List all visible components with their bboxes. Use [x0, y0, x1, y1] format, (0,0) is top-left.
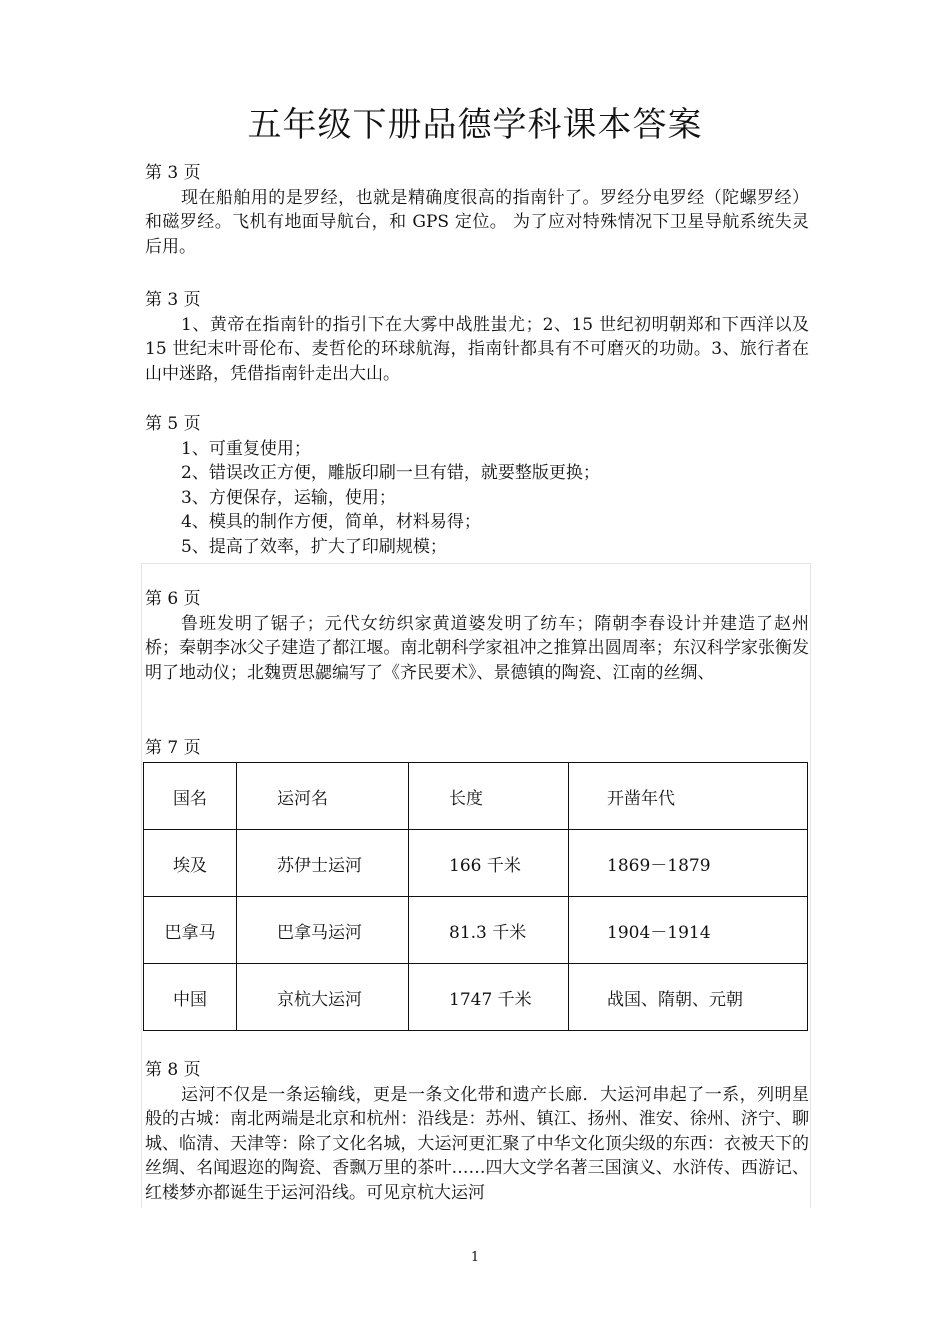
table-header-cell: 长度 — [409, 763, 569, 830]
section-text: 鲁班发明了锯子；元代女纺织家黄道婆发明了纺车；隋朝李春设计并建造了赵州桥；秦朝李冰父子建造了都江堰。南北朝科学家祖冲之推算出圆周率；东汉科学家张衡发明了地动仪；北魏贾思勰编写了《齐民要术》、景德镇的陶瓷、江南的丝绸、 — [145, 613, 809, 683]
section-page3-b — [145, 288, 809, 386]
section-page6 — [145, 587, 809, 685]
section-page5 — [145, 412, 809, 559]
page-number: 1 — [470, 1250, 480, 1265]
table-cell: 巴拿马 — [144, 897, 237, 964]
table-cell: 81.3 千米 — [409, 897, 569, 964]
table-header-cell: 运河名 — [237, 763, 409, 830]
section-text: 运河不仅是一条运输线，更是一条文化带和遗产长廊．大运河串起了一系，列明星般的古城：南北两端是北京和杭州：沿线是：苏州、镇江、扬州、淮安、徐州、济宁、聊城、临清、天津等：除了文化名城，大运河更汇聚了中华文化顶尖级的东西：衣被天下的丝绸、名闻遐迩的陶瓷、香飘万里的茶叶……四大文学名著三国演义、水浒传、西游记、红楼梦亦都诞生于运河沿线。可见京杭大运河 — [145, 1084, 809, 1203]
table-header-cell: 开凿年代 — [569, 763, 808, 830]
list-item: 2、错误改正方便，雕版印刷一旦有错，就要整版更换； — [181, 463, 600, 483]
section-page3-a — [145, 161, 809, 259]
table-cell: 1869－1879 — [569, 830, 808, 897]
table-row — [144, 830, 808, 897]
table-row — [144, 964, 808, 1031]
section-heading: 第 7 页 — [145, 738, 201, 758]
table-header-cell: 国名 — [144, 763, 237, 830]
table-header-row — [144, 763, 808, 830]
section-heading: 第 5 页 — [145, 414, 201, 434]
table-row — [144, 897, 808, 964]
table-cell: 1747 千米 — [409, 964, 569, 1031]
section-text: 1、黄帝在指南针的指引下在大雾中战胜蚩尤；2、15 世纪初明朝郑和下西洋以及 15 世纪末叶哥伦布、麦哲伦的环球航海，指南针都具有不可磨灭的功勋。3、旅行者在山中迷路，凭借指南针走出大山。 — [145, 314, 809, 384]
section-heading: 第 6 页 — [145, 589, 201, 609]
section-page8 — [145, 1058, 809, 1205]
list-item: 5、提高了效率，扩大了印刷规模； — [181, 536, 447, 557]
canal-table — [143, 762, 808, 1031]
document-title: 五年级下册品德学科课本答案 — [247, 105, 703, 145]
section-heading: 第 8 页 — [145, 1060, 201, 1080]
section-heading: 第 3 页 — [145, 290, 201, 310]
list-item: 1、可重复使用； — [181, 438, 311, 459]
answer-list — [145, 437, 809, 560]
table-cell: 埃及 — [144, 830, 237, 897]
list-item: 3、方便保存，运输，使用； — [181, 487, 396, 508]
section-page7 — [145, 736, 809, 761]
table-cell: 巴拿马运河 — [237, 897, 409, 964]
table-cell: 166 千米 — [409, 830, 569, 897]
list-item: 4、模具的制作方便，简单，材料易得； — [181, 512, 481, 532]
table-cell: 苏伊士运河 — [237, 830, 409, 897]
table-cell: 战国、隋朝、元朝 — [569, 964, 808, 1031]
table-cell: 1904－1914 — [569, 897, 808, 964]
section-heading: 第 3 页 — [145, 163, 201, 183]
table-cell: 中国 — [144, 964, 237, 1031]
section-text: 现在船舶用的是罗经，也就是精确度很高的指南针了。罗经分电罗经（陀螺罗经）和磁罗经。飞机有地面导航台，和 GPS 定位。 为了应对特殊情况下卫星导航系统失灵后用。 — [145, 187, 809, 257]
table-cell: 京杭大运河 — [237, 964, 409, 1031]
